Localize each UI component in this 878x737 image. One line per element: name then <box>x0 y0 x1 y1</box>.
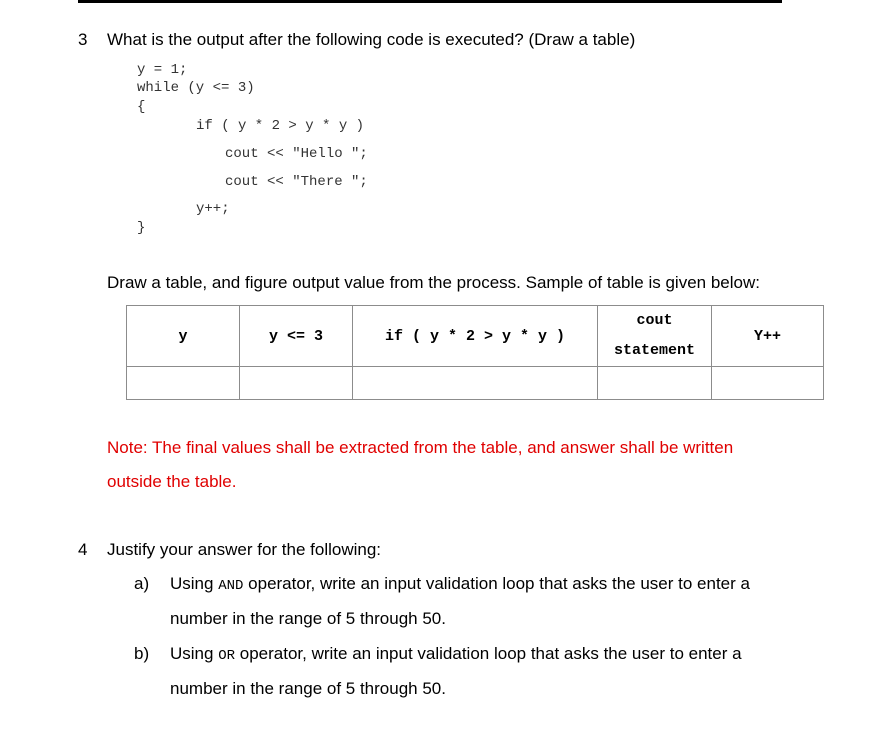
part-a-post: operator, write an input validation loop that asks the user to enter a <box>248 574 750 593</box>
table-cell <box>127 367 240 400</box>
part-b-keyword: OR <box>218 648 236 664</box>
part-b-line-2: number in the range of 5 through 50. <box>170 679 446 698</box>
top-rule <box>78 0 782 3</box>
question-4-prompt: Justify your answer for the following: <box>107 540 382 559</box>
code-line-7: y++; <box>196 201 230 217</box>
question-4-number: 4 <box>78 540 88 559</box>
code-line-3: { <box>137 99 146 115</box>
question-3-prompt: What is the output after the following code is executed? (Draw a table) <box>107 30 636 49</box>
sample-table-header-row <box>127 306 824 367</box>
table-cell <box>712 367 824 400</box>
note-line-1: Note: The final values shall be extracted from the table, and answer shall be written <box>107 438 734 457</box>
code-line-4: if ( y * 2 > y * y ) <box>196 118 365 134</box>
code-line-2: while (y <= 3) <box>137 80 255 96</box>
code-line-5: cout << "Hello "; <box>225 146 368 162</box>
header-y: y <box>127 306 240 367</box>
part-b-line-1 <box>170 644 742 664</box>
table-cell <box>353 367 598 400</box>
header-cout-statement <box>598 306 712 367</box>
header-condition: y <= 3 <box>240 306 353 367</box>
part-a-label: a) <box>134 574 150 593</box>
part-a-keyword: AND <box>218 578 244 594</box>
header-if: if ( y * 2 > y * y ) <box>353 306 598 367</box>
part-b-pre: Using <box>170 644 214 663</box>
table-cell <box>598 367 712 400</box>
part-b-post: operator, write an input validation loop that asks the user to enter a <box>239 644 742 663</box>
part-a-pre: Using <box>170 574 214 593</box>
header-increment: Y++ <box>712 306 824 367</box>
code-line-8: } <box>137 220 146 236</box>
part-a-line-1 <box>170 574 750 594</box>
question-3-number: 3 <box>78 30 88 49</box>
table-cell <box>240 367 353 400</box>
note-line-2: outside the table. <box>107 472 237 491</box>
part-a-line-2: number in the range of 5 through 50. <box>170 609 446 628</box>
part-b-label: b) <box>134 644 150 663</box>
header-cout-statement-text: cout statement <box>613 312 695 359</box>
table-instruction: Draw a table, and figure output value from the process. Sample of table is given below: <box>107 273 760 292</box>
code-line-1: y = 1; <box>137 62 188 78</box>
code-line-6: cout << "There "; <box>225 174 368 190</box>
sample-table <box>126 305 824 400</box>
sample-table-empty-row <box>127 367 824 400</box>
